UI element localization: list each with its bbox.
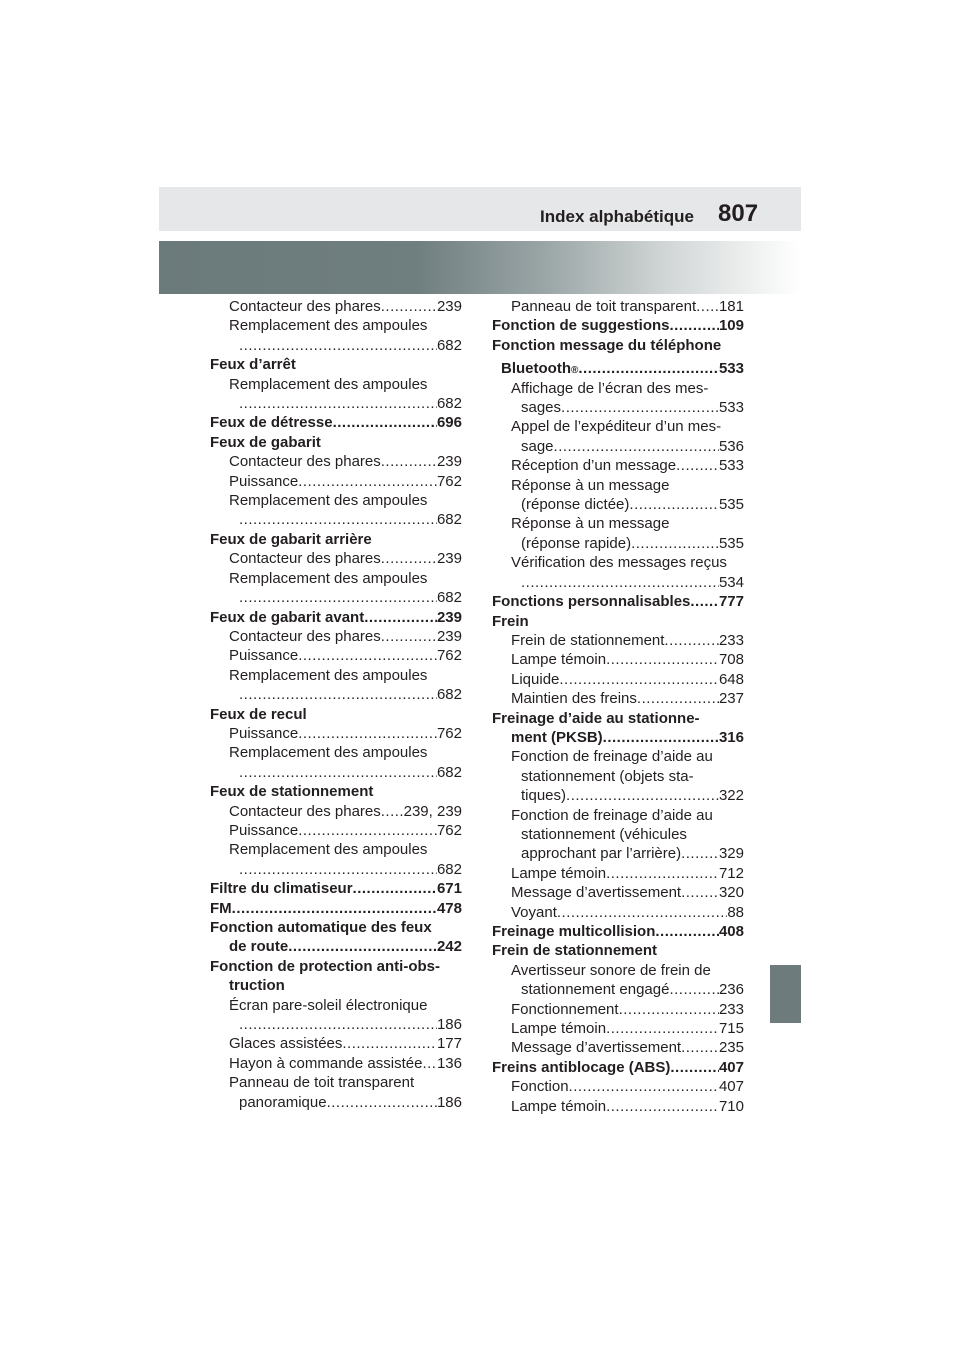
entry-text: sages [521,399,562,417]
entry-text: Réponse à un message [511,476,670,494]
index-entry [492,1019,744,1038]
index-entry [492,844,744,863]
entry-text: Puissance [229,472,299,490]
page-reference[interactable]: 682 [436,686,462,704]
entry-text: Avertisseur sonore de frein de [511,961,711,979]
index-entry [210,860,462,879]
entry-text: Remplacement des ampoules [229,744,428,762]
page-reference[interactable]: 533 [718,360,744,378]
page-reference[interactable]: 535 [718,534,744,552]
page-reference[interactable]: 696 [436,414,462,432]
dot-leader [569,1077,719,1096]
entry-text: Glaces assistées [229,1035,343,1053]
page-reference[interactable]: 682 [436,511,462,529]
entry-text: de route [229,938,289,956]
index-entry [492,941,744,960]
dot-leader [606,1097,719,1116]
dot-leader [239,763,437,782]
entry-text: Puissance [229,647,299,665]
page-reference[interactable]: 535 [718,496,744,514]
dot-leader [606,1019,719,1038]
entry-text: Liquide [511,670,560,688]
dot-leader [681,844,719,863]
dot-leader [364,608,437,627]
dot-leader [239,860,437,879]
page-reference[interactable]: 682 [436,336,462,354]
entry-text: Remplacement des ampoules [229,666,428,684]
index-entry [210,336,462,355]
page-title: Index alphabétique [540,207,694,226]
index-entry [492,806,744,825]
entry-text: Remplacement des ampoules [229,492,428,510]
index-entry [492,1077,744,1096]
entry-text: Contacteur des phares [229,550,381,568]
page-reference[interactable]: 329 [718,845,744,863]
index-entry [492,631,744,650]
entry-text: Fonctionnement [511,1000,619,1018]
dot-leader [381,549,437,568]
dot-leader [327,1093,437,1112]
entry-text: Réponse à un message [511,515,670,533]
page-reference[interactable]: 710 [718,1097,744,1115]
page-reference[interactable]: 136 [436,1054,462,1072]
index-entry [492,767,744,786]
index-column-right [492,297,744,1116]
dot-leader [669,980,719,999]
entry-text: Vérification des messages reçus [511,554,727,572]
index-entry [492,456,744,475]
page-reference[interactable]: 762 [436,647,462,665]
index-entry [492,825,744,844]
index-entry [210,899,462,918]
entry-text: Fonction [511,1078,569,1096]
entry-text: Freinage multicollision [492,923,656,940]
page-reference[interactable]: 236 [718,981,744,999]
page-reference[interactable]: 533 [718,457,744,475]
index-entry [492,398,744,417]
entry-text: tiques) [521,787,567,805]
index-entry [210,879,462,898]
dot-leader [381,627,437,646]
index-entry [492,1058,744,1077]
index-entry [492,379,744,398]
index-entry [210,957,462,976]
index-entry [492,864,744,883]
index-entry [210,724,462,743]
index-entry [210,394,462,413]
entry-text: Feux de recul [210,705,307,723]
page-reference[interactable]: 186 [436,1016,462,1034]
dot-leader [554,437,719,456]
index-entry [210,452,462,471]
dot-leader [637,689,719,708]
entry-text: Fonctions personnalisables [492,593,691,611]
page-reference[interactable]: 682 [436,763,462,781]
page-reference[interactable]: 239 [436,453,462,471]
page-reference[interactable]: 682 [436,860,462,878]
dot-leader [288,937,437,956]
entry-text: Fonction message du téléphone [492,336,722,354]
entry-text: Fonction de freinage d’aide au [511,748,713,766]
dot-leader [298,472,437,491]
index-entry [210,782,462,801]
entry-text: FM [210,899,232,917]
page-reference[interactable]: 235 [718,1039,744,1057]
dot-leader [381,297,437,316]
entry-text: Appel de l’expéditeur d’un mes- [511,418,722,436]
dot-leader [670,316,719,335]
entry-text: Contacteur des phares [229,453,381,471]
index-entry [210,705,462,724]
index-entry [210,1054,462,1073]
dot-leader [631,534,719,553]
dot-leader [381,452,437,471]
dot-leader [676,456,719,475]
index-entry [210,569,462,588]
index-entry [492,297,744,316]
entry-text: Lampe témoin [511,864,607,882]
index-entry [210,297,462,316]
entry-text: Contacteur des phares [229,627,381,645]
index-entry [492,922,744,941]
index-entry [210,627,462,646]
entry-text: Remplacement des ampoules [229,317,428,335]
entry-text: Contacteur des phares [229,298,381,315]
index-entry [210,549,462,568]
page-reference[interactable]: 233 [718,1000,744,1018]
index-entry [210,510,462,529]
page-reference[interactable]: 682 [436,395,462,413]
dot-leader [342,1034,437,1053]
index-entry [492,316,744,335]
index-entry [492,650,744,669]
dot-leader [333,413,437,432]
index-entry [492,336,744,355]
dot-leader [353,879,437,898]
entry-text: Fonction de freinage d’aide au [511,806,713,824]
index-entry [210,355,462,374]
entry-text: Freins antiblocage (ABS) [492,1058,671,1076]
dot-leader [239,588,437,607]
dot-leader [239,394,437,413]
entry-text: Panneau de toit transparent [511,298,697,315]
index-entry [492,961,744,980]
dot-leader [690,592,719,611]
page-reference[interactable]: 762 [436,472,462,490]
index-entry [210,937,462,956]
entry-text: Lampe témoin [511,1020,607,1038]
page-reference[interactable]: 533 [718,399,744,417]
page-reference[interactable]: 536 [718,437,744,455]
entry-text: stationnement (objets sta- [521,767,694,785]
entry-text: Panneau de toit transparent [229,1074,415,1092]
entry-text: Écran pare-soleil électronique [229,996,428,1014]
section-tab [770,965,801,1023]
index-entry [210,976,462,995]
index-column-left [210,297,462,1112]
entry-text: sage [521,437,554,455]
entry-text: Lampe témoin [511,1097,607,1115]
index-entry [210,413,462,432]
index-entry [492,1038,744,1057]
dot-leader [629,495,719,514]
page-reference[interactable]: 316 [718,728,744,746]
index-entry [492,417,744,436]
dot-leader [232,899,437,918]
entry-text: ment (PKSB) [511,728,603,746]
dot-leader [561,398,719,417]
dot-leader [298,724,437,743]
page-reference[interactable]: 648 [718,670,744,688]
index-entry [210,685,462,704]
index-entry [492,437,744,456]
dot-leader [664,631,719,650]
index-entry [492,980,744,999]
index-entry [210,472,462,491]
header-gradient-bar [159,241,801,294]
page-reference[interactable]: 239 [436,550,462,568]
page-reference[interactable]: 762 [436,724,462,742]
page-reference[interactable]: 239 [436,627,462,645]
entry-text: Fonction de suggestions [492,317,670,335]
entry-text: Hayon à commande assistée [229,1054,423,1072]
page-reference[interactable]: 88 [727,903,744,921]
entry-text: Feux de gabarit avant [210,608,365,626]
index-entry [210,588,462,607]
dot-leader [239,336,437,355]
page-reference[interactable]: 407 [718,1078,744,1096]
page-reference[interactable]: 181 [718,298,744,315]
index-entry [492,573,744,592]
index-entry [492,534,744,553]
index-entry [492,786,744,805]
page-reference[interactable]: 478 [436,899,462,917]
index-entry [492,1000,744,1019]
entry-text: Remplacement des ampoules [229,841,428,859]
index-entry [210,1034,462,1053]
index-entry [210,646,462,665]
dot-leader [521,573,719,592]
entry-text: Feux de gabarit [210,433,321,451]
page-reference[interactable]: 320 [718,884,744,902]
page-reference[interactable]: 109 [718,317,744,335]
index-entry [210,1073,462,1092]
dot-leader [298,821,437,840]
dot-leader [670,1058,719,1077]
index-entry [492,903,744,922]
entry-text: Réception d’un message [511,457,677,475]
index-entry [492,709,744,728]
page-reference[interactable]: 777 [718,593,744,611]
dot-leader [681,883,719,902]
dot-leader [655,922,719,941]
page-reference[interactable]: 233 [718,631,744,649]
dot-leader [422,1054,437,1073]
entry-text: stationnement engagé [521,981,670,999]
index-entry [210,1015,462,1034]
entry-text: Bluetooth [501,360,571,378]
index-entry [492,747,744,766]
dot-leader [619,1000,719,1019]
index-entry [492,1097,744,1116]
entry-text: Remplacement des ampoules [229,569,428,587]
index-entry [210,608,462,627]
index-entry [492,592,744,611]
dot-leader [606,650,719,669]
entry-text: Feux de gabarit arrière [210,530,372,548]
index-entry [210,375,462,394]
page-reference[interactable]: 762 [436,821,462,839]
entry-text: Puissance [229,821,299,839]
entry-text: Feux de stationnement [210,783,374,801]
index-entry [210,743,462,762]
entry-text: Frein de stationnement [511,631,665,649]
dot-leader [381,802,404,821]
index-entry [210,666,462,685]
page-reference[interactable]: 708 [718,651,744,669]
page-reference[interactable]: 239, 239 [403,802,462,820]
entry-text: Frein de stationnement [492,942,658,960]
entry-text: Maintien des freins [511,690,637,708]
index-entry [492,689,744,708]
index-entry: Bluetooth ® ..... 533 [492,355,744,378]
page-reference[interactable]: 237 [718,690,744,708]
dot-leader [696,297,719,316]
page-reference[interactable]: 242 [436,938,462,956]
entry-text: Feux d’arrêt [210,356,296,374]
entry-text: Lampe témoin [511,651,607,669]
page-reference[interactable]: 177 [436,1035,462,1053]
index-entry [210,918,462,937]
entry-text: Frein [492,612,529,630]
dot-leader [239,1015,437,1034]
entry-text: truction [229,977,285,995]
page-reference[interactable]: 671 [436,880,462,898]
page-reference[interactable]: 322 [718,787,744,805]
dot-leader [606,864,719,883]
index-entry [492,883,744,902]
page-reference[interactable]: 534 [718,573,744,591]
entry-text: panoramique [239,1093,327,1111]
entry-text: Voyant [511,903,557,921]
dot-leader [298,646,437,665]
dot-leader [557,903,727,922]
dot-leader [239,685,437,704]
entry-text: Contacteur des phares [229,802,381,820]
dot-leader [578,359,719,378]
page-reference[interactable]: 712 [718,864,744,882]
dot-leader [603,728,719,747]
entry-text: Message d’avertissement [511,1039,682,1057]
index-entry [210,802,462,821]
index-entry [210,996,462,1015]
entry-text: approchant par l’arrière) [521,845,682,863]
entry-text: Fonction automatique des feux [210,919,432,936]
entry-text: Affichage de l’écran des mes- [511,379,709,397]
index-entry [210,1093,462,1112]
page-reference[interactable]: 407 [718,1058,744,1076]
index-entry [492,612,744,631]
entry-text: Puissance [229,724,299,742]
index-entry [210,763,462,782]
dot-leader [559,670,719,689]
entry-text: Feux de détresse [210,414,333,432]
page-number: 807 [718,200,759,227]
header-band [159,187,801,231]
index-entry [210,840,462,859]
entry-text: (réponse dictée) [521,496,630,514]
entry-text: (réponse rapide) [521,534,632,552]
entry-text: Filtre du climatiseur [210,880,353,898]
dot-leader [566,786,719,805]
index-entry [210,530,462,549]
index-entry [210,491,462,510]
index-entry [210,821,462,840]
index-entry [492,553,744,572]
index-entry [210,316,462,335]
page-reference[interactable]: 186 [436,1093,462,1111]
entry-text: Fonction de protection anti-obs- [210,957,440,975]
index-entry [492,495,744,514]
page-reference[interactable]: 682 [436,589,462,607]
entry-text: stationnement (véhicules [521,825,687,843]
page-reference[interactable]: 715 [718,1020,744,1038]
page-reference[interactable]: 239 [436,608,462,626]
index-entry [492,514,744,533]
dot-leader [239,510,437,529]
index-entry [492,670,744,689]
entry-text: Message d’avertissement [511,884,682,902]
page-reference[interactable]: 239 [436,298,462,315]
page-reference[interactable]: 408 [718,923,744,940]
entry-text: Freinage d’aide au stationne- [492,709,700,727]
entry-text: Remplacement des ampoules [229,375,428,393]
index-entry [492,476,744,495]
index-entry [492,728,744,747]
index-entry [210,433,462,452]
dot-leader [681,1038,719,1057]
